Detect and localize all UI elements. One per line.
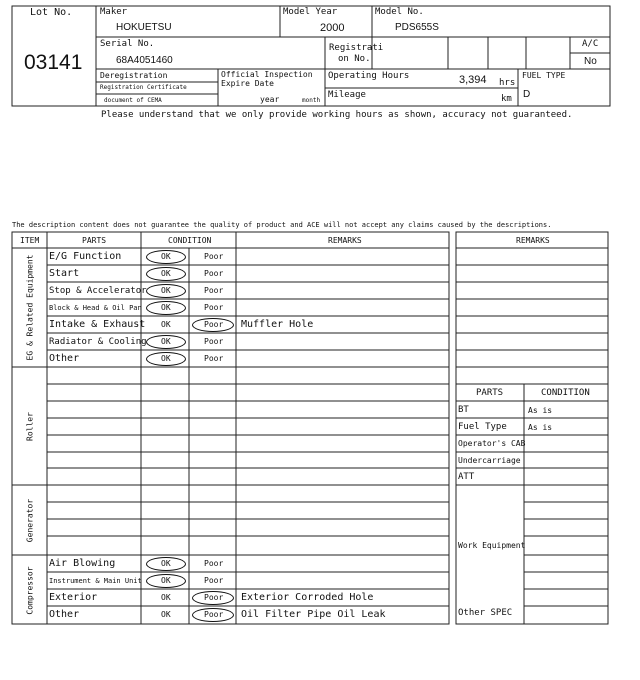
poor-option: Poor xyxy=(204,269,224,278)
side-part: BT xyxy=(458,405,469,415)
hrs-label: hrs xyxy=(499,78,516,88)
other-spec-label: Other SPEC xyxy=(458,608,513,618)
ok-option: OK xyxy=(161,354,171,363)
lot-no: 03141 xyxy=(24,51,83,74)
registration-label-2: on No. xyxy=(338,54,371,64)
model-no-label: Model No. xyxy=(375,7,424,17)
fuel-type-value: D xyxy=(523,89,531,100)
deregistration-label: Deregistration xyxy=(100,71,168,80)
remark: Oil Filter Pipe Oil Leak xyxy=(241,609,386,620)
ac-value: No xyxy=(584,56,597,67)
inspection-label-1: Official Inspection xyxy=(221,70,313,79)
model-year-label: Model Year xyxy=(283,7,338,17)
remark: Exterior Corroded Hole xyxy=(241,592,374,603)
section-label-roller: Roller xyxy=(25,412,35,441)
mileage-label: Mileage xyxy=(328,90,366,100)
hours-notice: Please understand that we only provide working hours as shown, accuracy not guaranteed. xyxy=(101,110,573,120)
cema-label: document of CEMA xyxy=(104,97,162,104)
work-equipment-label: Work Equipment xyxy=(458,541,526,550)
side-part: Operator's CAB xyxy=(458,439,526,448)
remark: Muffler Hole xyxy=(241,319,314,330)
poor-option: Poor xyxy=(204,337,224,346)
part-name: E/G Function xyxy=(49,251,122,262)
side-condition: As is xyxy=(528,406,553,415)
part-name: Instrument & Main Unit xyxy=(49,577,142,585)
side-parts-header: PARTS xyxy=(476,388,504,398)
poor-option: Poor xyxy=(204,303,224,312)
side-part: ATT xyxy=(458,472,475,482)
km-label: km xyxy=(501,94,512,104)
poor-option: Poor xyxy=(204,559,224,568)
col-remarks-header: REMARKS xyxy=(328,236,362,245)
ok-option: OK xyxy=(161,286,171,295)
poor-option: Poor xyxy=(204,252,224,261)
poor-option: Poor xyxy=(204,286,224,295)
side-condition-header: CONDITION xyxy=(541,388,590,398)
ok-option: OK xyxy=(161,303,171,312)
col-item-header: ITEM xyxy=(20,236,40,245)
part-name: Block & Head & Oil Pan xyxy=(49,304,142,312)
operating-hours-label: Operating Hours xyxy=(328,71,410,81)
inspection-label-2: Expire Date xyxy=(221,79,274,88)
poor-option: Poor xyxy=(204,593,224,602)
part-name: Start xyxy=(49,268,80,279)
year-label: year xyxy=(260,95,280,104)
ok-option: OK xyxy=(161,593,171,602)
col-parts-header: PARTS xyxy=(82,236,107,245)
operating-hours-value: 3,394 xyxy=(459,74,487,86)
serial-no-label: Serial No. xyxy=(100,39,155,49)
fuel-type-label: FUEL TYPE xyxy=(522,71,566,80)
disclaimer: The description content does not guarantee the quality of product and ACE will not accept any claims caused by the descriptions. xyxy=(12,221,552,229)
part-name: Air Blowing xyxy=(49,558,116,569)
part-name: Stop & Accelerator xyxy=(49,286,147,296)
side-condition: As is xyxy=(528,423,553,432)
registration-certificate-label: Registration Certificate xyxy=(100,84,187,91)
model-year-value: 2000 xyxy=(320,22,345,34)
month-label: month xyxy=(302,97,321,104)
serial-no-value: 68A4051460 xyxy=(116,55,173,66)
maker-label: Maker xyxy=(100,7,128,17)
ok-option: OK xyxy=(161,559,171,568)
model-no-value: PDS655S xyxy=(395,22,439,33)
section-label-eg: EG & Related Equipment xyxy=(25,254,35,361)
part-name: Radiator & Cooling xyxy=(49,337,147,347)
poor-option: Poor xyxy=(204,610,224,619)
lot-no-label: Lot No. xyxy=(30,7,73,18)
side-part: Fuel Type xyxy=(458,422,507,432)
poor-option: Poor xyxy=(204,354,224,363)
registration-label-1: Registrati xyxy=(329,43,384,53)
poor-option: Poor xyxy=(204,576,224,585)
section-label-compressor: Compressor xyxy=(25,566,35,615)
ac-label: A/C xyxy=(582,39,599,49)
col-remarks-right-header: REMARKS xyxy=(516,236,550,245)
ok-option: OK xyxy=(161,252,171,261)
ok-option: OK xyxy=(161,320,171,329)
ok-option: OK xyxy=(161,610,171,619)
section-label-generator: Generator xyxy=(25,498,35,543)
ok-option: OK xyxy=(161,269,171,278)
part-name: Other xyxy=(49,353,80,364)
ok-option: OK xyxy=(161,337,171,346)
maker-value: HOKUETSU xyxy=(116,22,172,33)
col-condition-header: CONDITION xyxy=(168,236,212,245)
side-part: Undercarriage xyxy=(458,456,521,465)
part-name: Other xyxy=(49,609,80,620)
ok-option: OK xyxy=(161,576,171,585)
part-name: Exterior xyxy=(49,592,98,603)
part-name: Intake & Exhaust xyxy=(49,319,146,330)
poor-option: Poor xyxy=(204,320,224,329)
